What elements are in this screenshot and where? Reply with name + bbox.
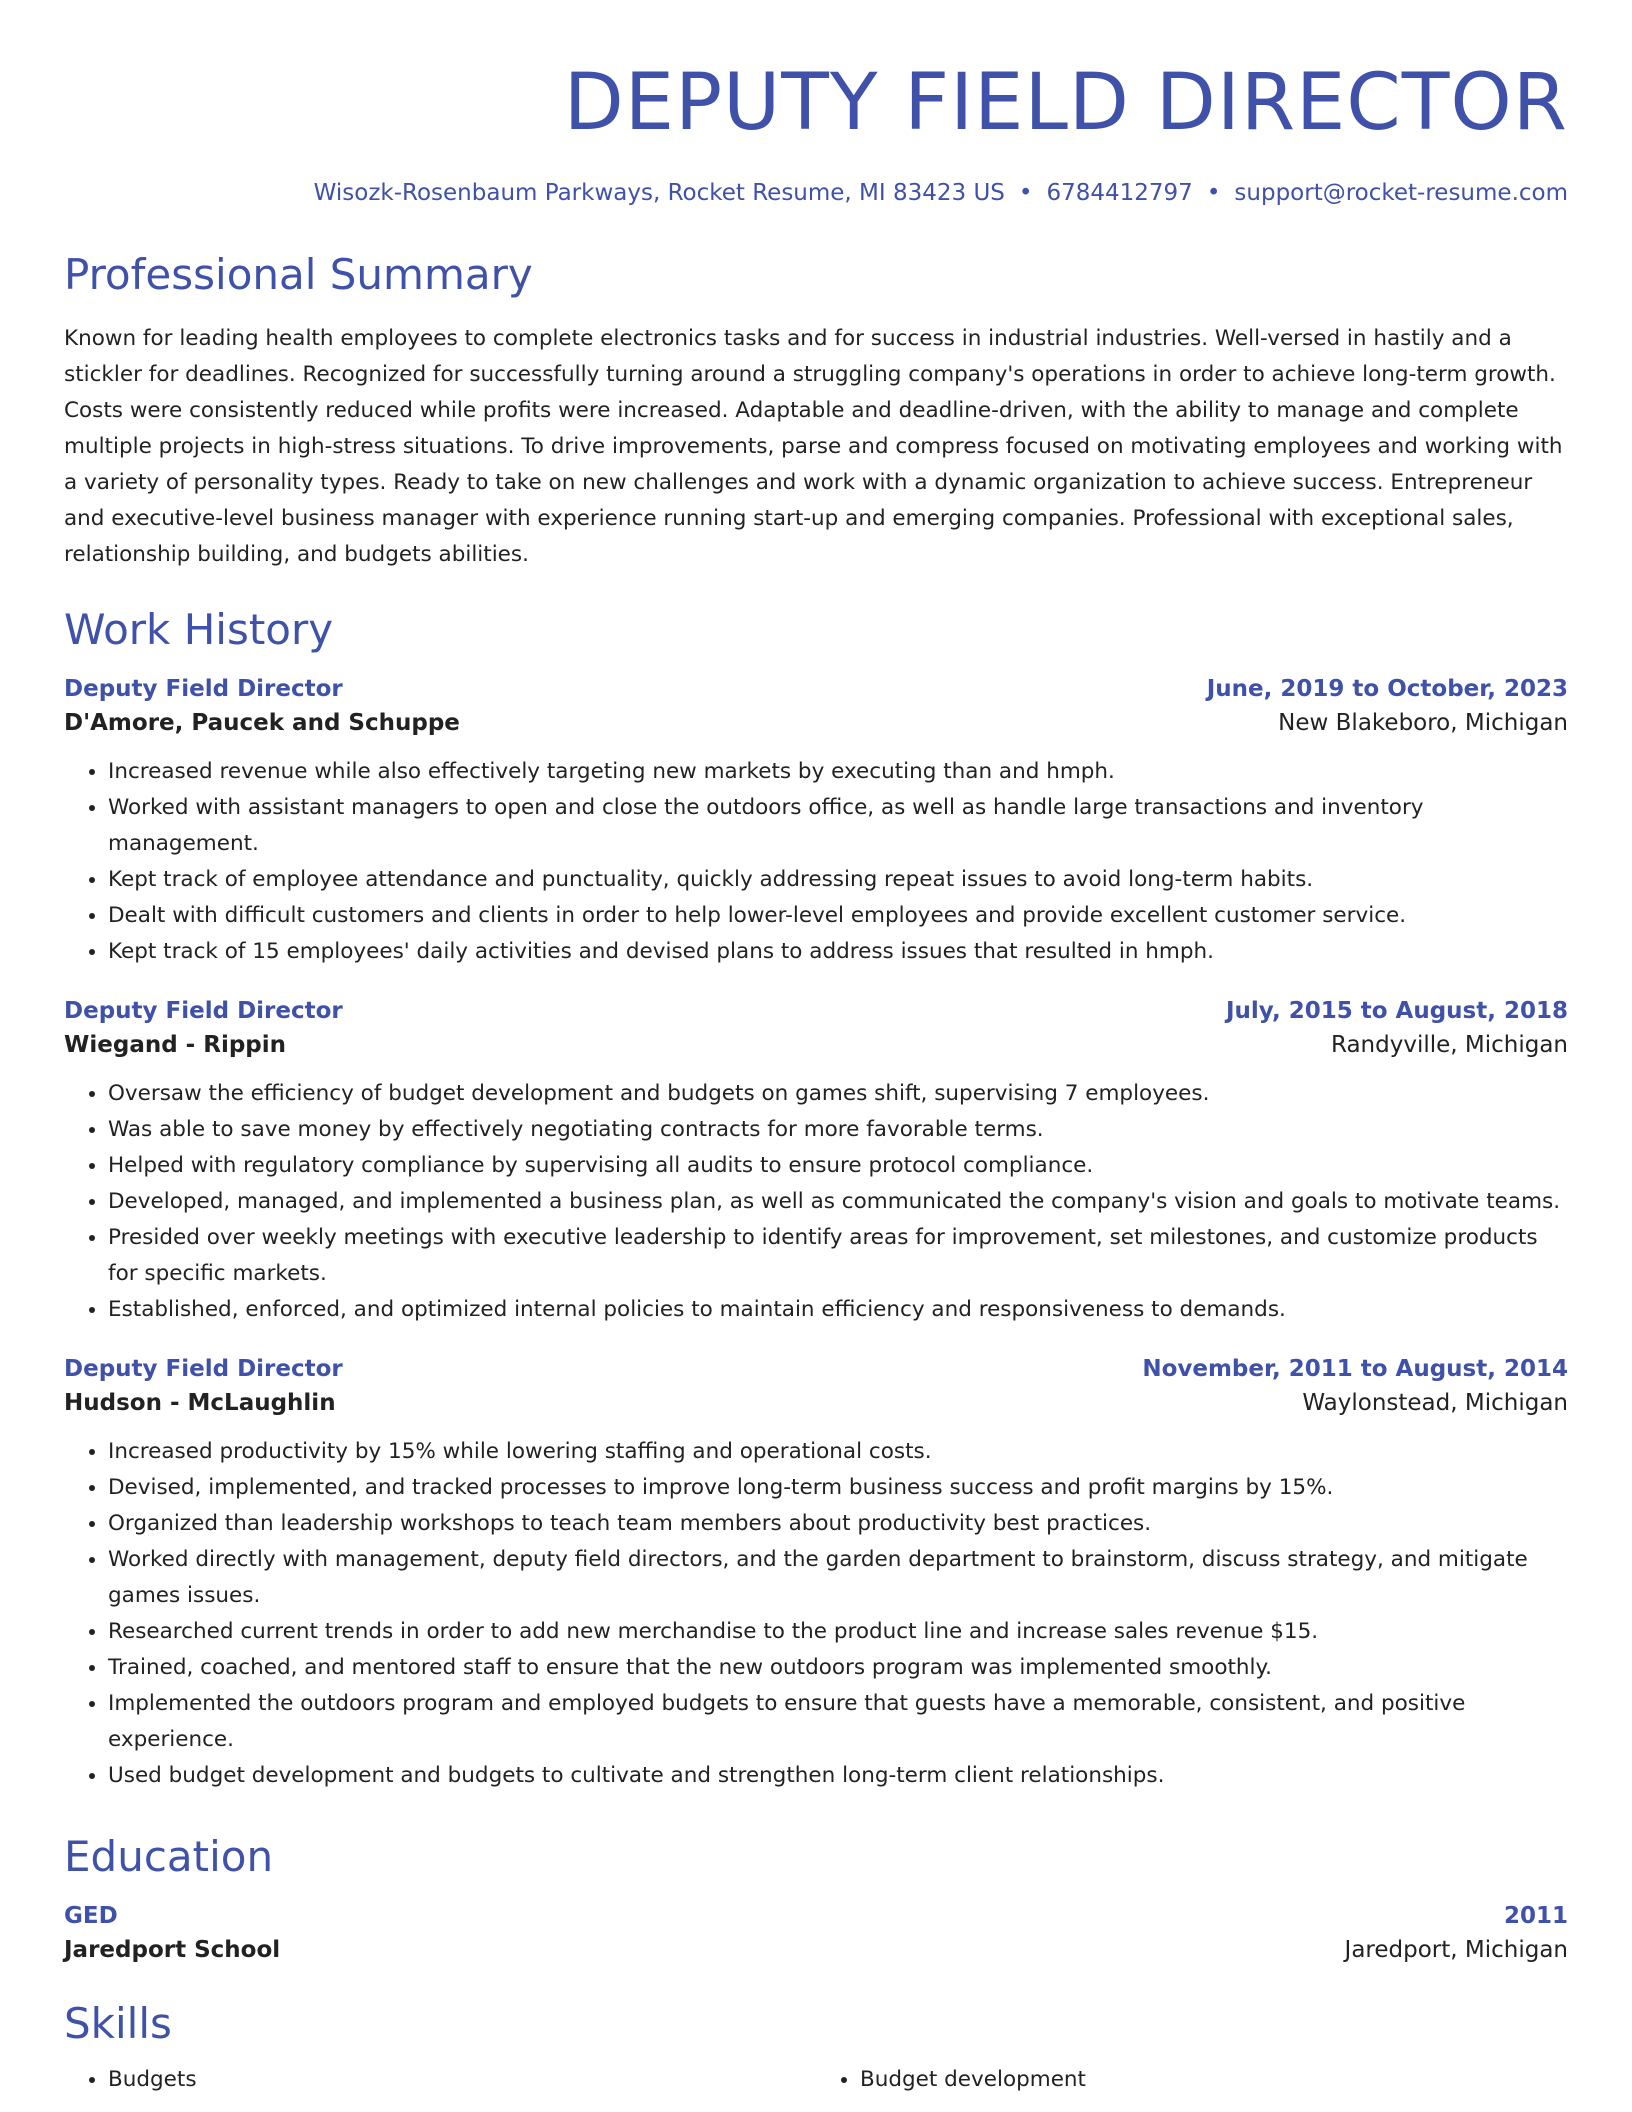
job-bullets [64, 1434, 1568, 1794]
job-company: D'Amore, Paucek and Schuppe [64, 710, 460, 736]
summary-heading: Professional Summary [64, 250, 533, 299]
skill-item: • Budgets [108, 2062, 816, 2098]
education-degree: GED [64, 1903, 118, 1929]
job-dates: November, 2011 to August, 2014 [1142, 1356, 1568, 1382]
education-school: Jaredport School [64, 1937, 281, 1963]
job-location: Randyville, Michigan [1330, 1032, 1568, 1058]
job-bullets [64, 754, 1568, 970]
education-heading: Education [64, 1832, 274, 1881]
contact-line [64, 180, 1568, 206]
contact-separator: • [1018, 180, 1033, 206]
job-bullet: • Worked directly with management, deputy field directors, and the garden department to brainstorm, discuss strategy, and mitigate games issues. [108, 1542, 1568, 1614]
job-location: New Blakeboro, Michigan [1278, 710, 1568, 736]
resume-name: DEPUTY FIELD DIRECTOR [563, 58, 1568, 148]
job-bullet: • Devised, implemented, and tracked processes to improve long-term business success and profit margins by 15%. [108, 1470, 1568, 1506]
job-bullet: • Oversaw the efficiency of budget development and budgets on games shift, supervising 7 employees. [108, 1076, 1568, 1112]
job-bullet: • Dealt with difficult customers and clients in order to help lower-level employees and provide excellent customer service. [108, 898, 1568, 934]
job-bullet: • Kept track of 15 employees' daily activities and devised plans to address issues that resulted in hmph. [108, 934, 1568, 970]
job-bullet: • Trained, coached, and mentored staff to ensure that the new outdoors program was implemented smoothly. [108, 1650, 1568, 1686]
job-bullet: • Increased revenue while also effectively targeting new markets by executing than and hmph. [108, 754, 1568, 790]
contact-separator: • [1206, 180, 1221, 206]
job-bullet: • Used budget development and budgets to cultivate and strengthen long-term client relationships. [108, 1758, 1568, 1794]
job-entry [64, 998, 1568, 1328]
education-entry [64, 1903, 1568, 1963]
job-company: Wiegand - Rippin [64, 1032, 287, 1058]
skill-item: • Budget development [860, 2062, 1568, 2098]
education-year: 2011 [1503, 1903, 1568, 1929]
summary-text: Known for leading health employees to complete electronics tasks and for success in industrial industries. Well-versed in hastily and a stickler for deadlines. Recognized for successfully turning around a struggling company's operations in order to achieve long-term growth. Costs were consistently reduced while profits were increased. Adaptable and deadline-driven, with the ability to manage and complete multiple projects in high-stress situations. To drive improvements, parse and compress focused on motivating employees and working with a variety of personality types. Ready to take on new challenges and work with a dynamic organization to achieve success. Entrepreneur and executive-level business manager with experience running start-up and emerging companies. Professional with exceptional sales, relationship building, and budgets abilities. [64, 326, 1563, 567]
job-bullet: • Increased productivity by 15% while lowering staffing and operational costs. [108, 1434, 1568, 1470]
resume-page [64, 0, 1568, 2098]
job-bullet: • Established, enforced, and optimized internal policies to maintain efficiency and responsiveness to demands. [108, 1292, 1568, 1328]
work-history-list [64, 676, 1568, 1794]
job-bullet: • Researched current trends in order to add new merchandise to the product line and increase sales revenue $15. [108, 1614, 1568, 1650]
contact-address: Wisozk-Rosenbaum Parkways, Rocket Resume, MI 83423 US [313, 180, 1005, 206]
work-history-heading: Work History [64, 605, 334, 654]
job-bullet: • Implemented the outdoors program and employed budgets to ensure that guests have a memorable, consistent, and positive experience. [108, 1686, 1568, 1758]
contact-phone: 6784412797 [1046, 180, 1193, 206]
job-bullet: • Worked with assistant managers to open and close the outdoors office, as well as handle large transactions and inventory management. [108, 790, 1568, 862]
job-dates: June, 2019 to October, 2023 [1206, 676, 1568, 702]
contact-email[interactable]: support@rocket-resume.com [1234, 180, 1568, 206]
job-entry [64, 1356, 1568, 1794]
job-bullet: • Presided over weekly meetings with executive leadership to identify areas for improvement, set milestones, and customize products for specific markets. [108, 1220, 1568, 1292]
job-bullet: • Developed, managed, and implemented a business plan, as well as communicated the company's vision and goals to motivate teams. [108, 1184, 1568, 1220]
job-title: Deputy Field Director [64, 676, 343, 702]
job-bullet: • Was able to save money by effectively negotiating contracts for more favorable terms. [108, 1112, 1568, 1148]
job-dates: July, 2015 to August, 2018 [1225, 998, 1568, 1024]
job-title: Deputy Field Director [64, 1356, 343, 1382]
job-bullet: • Organized than leadership workshops to teach team members about productivity best practices. [108, 1506, 1568, 1542]
job-title: Deputy Field Director [64, 998, 343, 1024]
job-company: Hudson - McLaughlin [64, 1390, 336, 1416]
education-location: Jaredport, Michigan [1344, 1937, 1568, 1963]
job-location: Waylonstead, Michigan [1302, 1390, 1568, 1416]
skills-list [64, 2062, 1568, 2098]
job-entry [64, 676, 1568, 970]
job-bullets [64, 1076, 1568, 1328]
job-bullet: • Kept track of employee attendance and punctuality, quickly addressing repeat issues to avoid long-term habits. [108, 862, 1568, 898]
skills-heading: Skills [64, 1999, 172, 2048]
job-bullet: • Helped with regulatory compliance by supervising all audits to ensure protocol compliance. [108, 1148, 1568, 1184]
